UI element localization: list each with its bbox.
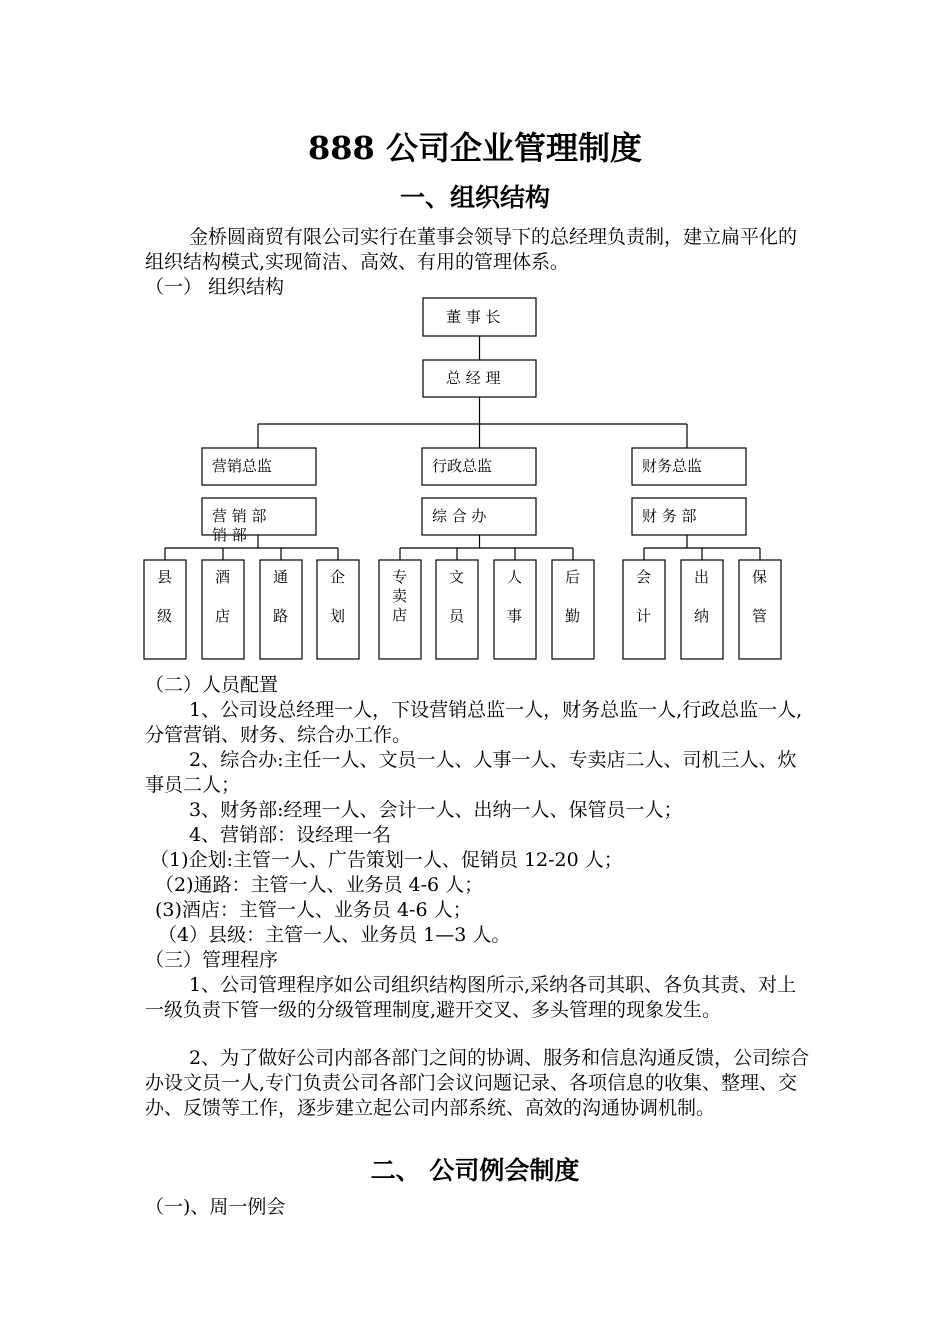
unit-label-hotel-1: 酒 [215,568,231,586]
marketing-item-2: （2)通路：主管一人、业务员 4-6 人； [155,874,484,896]
unit-label-hr-2: 事 [507,607,523,625]
unit-label-accounting-2: 计 [636,607,652,625]
chairman-label: 董 事 长 [446,308,501,326]
dept-label-marketing: 营 销 部 [212,507,267,525]
unit-label-storage-2: 管 [752,607,768,625]
director-label-marketing: 营销总监 [212,457,273,475]
director-label-admin: 行政总监 [432,457,493,475]
section-heading-org: 一、组织结构 [399,183,550,212]
unit-label-county-1: 县 [157,568,173,586]
director-label-finance: 财务总监 [642,457,703,475]
dept-label-office: 综 合 办 [432,507,487,525]
subheading-monday-meeting: （一)、周一例会 [145,1196,286,1218]
unit-label-cashier-1: 出 [694,568,710,586]
subheading-staffing: （二）人员配置 [145,674,279,696]
unit-label-cashier-2: 纳 [694,607,710,625]
unit-label-planning-1: 企 [330,568,346,586]
unit-label-clerk-2: 员 [449,607,465,625]
dept-label-finance: 财 务 部 [642,507,697,525]
unit-label-channel-2: 路 [273,607,289,625]
marketing-item-3: (3)酒店：主管一人、业务员 4-6 人； [155,899,472,921]
unit-label-logistics-2: 勤 [565,607,581,625]
intro-paragraph: 金桥圆商贸有限公司实行在董事会领导下的总经理负责制，建立扁平化的组织结构模式,实现简洁、高效、有用的管理体系。 [145,226,798,273]
subheading-procedure: （三）管理程序 [145,949,279,971]
procedure-item-1: 1、公司管理程序如公司组织结构图所示,采纳各司其职、各负其责、对上一级负责下管一级的分级管理制度,避开交叉、多头管理的现象发生。 [145,974,797,1021]
unit-label-hotel-2: 店 [215,607,231,625]
document-title: 888 公司企业管理制度 [308,129,642,167]
dept-label-overflow: 销 部 [212,526,247,544]
unit-label-planning-2: 划 [330,607,346,625]
org-chart [0,290,950,670]
gm-label: 总 经 理 [446,369,501,387]
unit-label-storage-1: 保 [752,568,768,586]
unit-label-hr-1: 人 [507,568,523,586]
unit-label-accounting-1: 会 [636,568,652,586]
staff-item-3: 3、财务部:经理一人、会计一人、出纳一人、保管员一人； [189,799,683,821]
subheading-org-chart: （一） 组织结构 [145,276,285,298]
staff-item-4: 4、营销部：设经理一名 [189,824,392,846]
unit-label-channel-1: 通 [273,568,289,586]
unit-label-county-2: 级 [157,607,173,625]
procedure-item-2: 2、为了做好公司内部各部门之间的协调、服务和信息沟通反馈，公司综合办设文员一人,专门负责公司各部门会议问题记录、各项信息的收集、整理、交办、反馈等工作，逐步建立起公司内部系统、高效的沟通协调机制。 [145,1047,810,1119]
unit-label-clerk-1: 文 [449,568,465,586]
marketing-item-4: （4）县级：主管一人、业务员 1—3 人。 [158,924,511,946]
unit-label-logistics-1: 后 [565,568,581,586]
staff-item-1: 1、公司设总经理一人，下设营销总监一人，财务总监一人,行政总监一人,分管营销、财务、综合办工作。 [145,699,803,746]
unit-label-store-3: 店 [392,606,408,624]
unit-label-store-2: 卖 [392,587,408,605]
marketing-item-1: （1)企划:主管一人、广告策划一人、促销员 12-20 人； [150,849,623,871]
unit-label-store-1: 专 [392,568,408,586]
section-heading-meetings: 二、 公司例会制度 [370,1156,580,1185]
staff-item-2: 2、综合办:主任一人、文员一人、人事一人、专卖店二人、司机三人、炊事员二人； [145,749,797,796]
